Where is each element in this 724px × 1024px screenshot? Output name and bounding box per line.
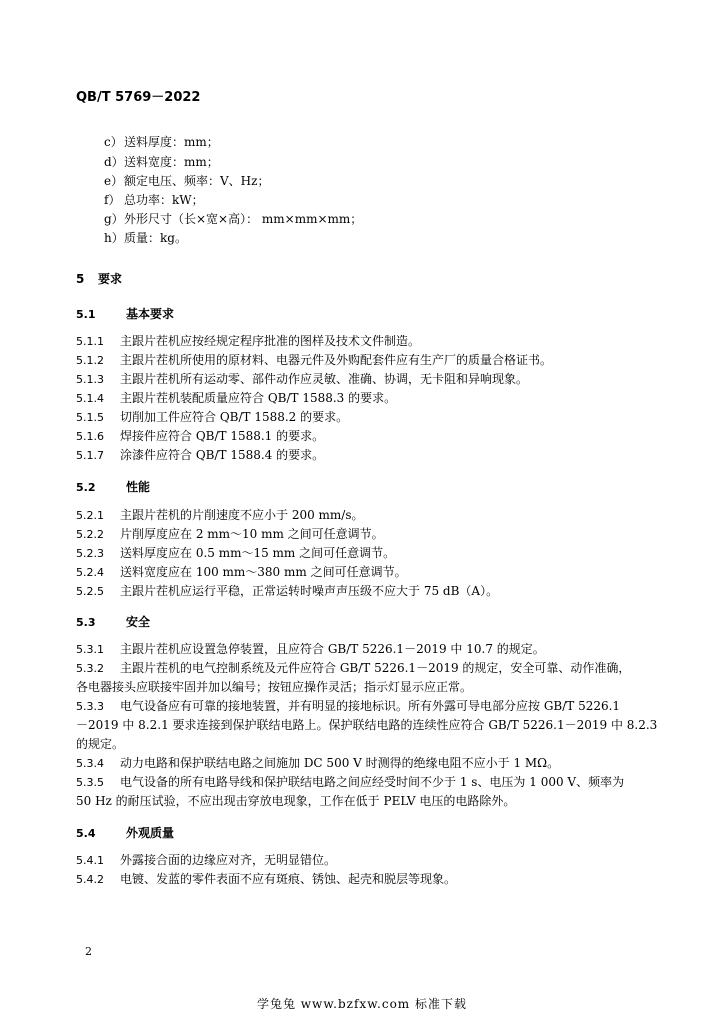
clause-number: 5.3.5 <box>76 776 104 789</box>
clause <box>76 774 624 791</box>
clause-text: 外露接合面的边缘应对齐，无明显错位。 <box>120 853 337 867</box>
clause-text: 动力电路和保护联结电路之间施加 DC 500 V 时测得的绝缘电阻不应小于 1 MΩ。 <box>120 756 560 770</box>
clause-text: 送料宽度应在 100 mm～380 mm 之间可任意调节。 <box>120 565 407 579</box>
clause-number: 5.1.1 <box>76 335 104 348</box>
list-item-text: 额定电压、频率：V、Hz； <box>124 174 270 188</box>
clause-number: 5.1.7 <box>76 449 104 462</box>
list-item-text: 质量：kg。 <box>124 231 187 245</box>
clause <box>76 428 324 445</box>
clause-number: 5.2.2 <box>76 528 104 541</box>
list-item-text: 外形尺寸（长×宽×高）： mm×mm×mm； <box>124 212 363 226</box>
subsection-number: 5.3 <box>76 616 96 629</box>
list-item-text: 送料宽度：mm； <box>124 155 219 169</box>
clause-continuation: －2019 中 8.2.1 要求连接到保护联结电路上。保护联结电路的连续性应符合 GB/T 5226.1－2019 中 8.2.3 <box>76 718 658 732</box>
list-item-label: c） <box>104 135 123 149</box>
page-number: 2 <box>85 945 92 958</box>
section-title: 要求 <box>98 272 123 286</box>
clause-text: 主跟片茬机所有运动零、部件动作应灵敏、准确、协调，无卡阻和异响现象。 <box>120 372 529 386</box>
list-item-label: g） <box>104 212 124 226</box>
subsection-heading <box>76 824 174 841</box>
clause <box>76 409 348 426</box>
subsection-title: 性能 <box>126 480 151 494</box>
clause <box>76 526 384 543</box>
clause-number: 5.2.5 <box>76 585 104 598</box>
clause <box>76 583 498 600</box>
clause <box>76 698 620 715</box>
list-item <box>104 230 187 246</box>
clause-number: 5.3.4 <box>76 757 104 770</box>
clause <box>76 852 336 869</box>
clause-text-line: 电气设备的所有电路导线和保护联结电路之间应经受时间不少于 1 s、电压为 1 000 V、频率为 <box>120 775 625 789</box>
clause-number: 5.1.6 <box>76 430 104 443</box>
list-item-label: d） <box>104 155 124 169</box>
clause <box>76 390 396 407</box>
section-number: 5 <box>76 272 85 286</box>
clause-number: 5.3.1 <box>76 643 104 656</box>
list-item-label: e） <box>104 174 124 188</box>
section-heading <box>76 270 122 287</box>
clause-continuation: 50 Hz 的耐压试验，不应出现击穿放电现象，工作在低于 PELV 电压的电路除外。 <box>76 794 516 808</box>
clause-number: 5.1.2 <box>76 354 104 367</box>
subsection-number: 5.1 <box>76 308 96 321</box>
list-item <box>104 154 219 170</box>
clause <box>76 755 559 772</box>
clause-text: 主跟片茬机应按经规定程序批准的图样及技术文件制造。 <box>120 334 421 348</box>
clause-continuation: 的规定。 <box>76 737 125 751</box>
subsection-title: 外观质量 <box>126 826 175 840</box>
clause-text: 主跟片茬机应设置急停装置，且应符合 GB/T 5226.1－2019 中 10.7 的规定。 <box>120 642 545 656</box>
clause <box>76 660 630 677</box>
clause-text: 片削厚度应在 2 mm～10 mm 之间可任意调节。 <box>120 527 384 541</box>
clause-number: 5.2.1 <box>76 509 104 522</box>
subsection-number: 5.2 <box>76 481 96 494</box>
clause-text-line: 电气设备应有可靠的接地装置，并有明显的接地标识。所有外露可导电部分应按 GB/T 5226.1 <box>120 699 621 713</box>
clause-number: 5.4.1 <box>76 854 104 867</box>
clause-text: 主跟片茬机装配质量应符合 QB/T 1588.3 的要求。 <box>120 391 397 405</box>
clause <box>76 564 407 581</box>
clause-text: 电镀、发蓝的零件表面不应有斑痕、锈蚀、起壳和脱层等现象。 <box>120 872 457 886</box>
subsection-title: 基本要求 <box>126 307 175 321</box>
list-item <box>104 134 219 150</box>
list-item <box>104 211 362 227</box>
list-item-label: h） <box>104 231 124 245</box>
clause-text-line: 主跟片茬机的电气控制系统及元件应符合 GB/T 5226.1－2019 的规定，安全可靠、动作准确， <box>120 661 631 675</box>
clause-continuation: 各电器接头应联接牢固并加以编号；按钮应操作灵活；指示灯显示应正常。 <box>76 680 473 694</box>
clause-number: 5.4.2 <box>76 873 104 886</box>
list-item-label: f） <box>104 193 121 207</box>
clause <box>76 371 528 388</box>
subsection-heading <box>76 613 150 630</box>
clause-text: 焊接件应符合 QB/T 1588.1 的要求。 <box>120 429 325 443</box>
clause <box>76 352 552 369</box>
clause-text: 切削加工件应符合 QB/T 1588.2 的要求。 <box>120 410 349 424</box>
clause <box>76 545 395 562</box>
list-item-text: 总功率：kW； <box>124 193 204 207</box>
clause-text: 主跟片茬机所使用的原材料、电器元件及外购配套件应有生产厂的质量合格证书。 <box>120 353 553 367</box>
clause-number: 5.2.4 <box>76 566 104 579</box>
clause <box>76 447 324 464</box>
clause-number: 5.1.5 <box>76 411 104 424</box>
clause-number: 5.3.3 <box>76 700 104 713</box>
clause-text: 涂漆件应符合 QB/T 1588.4 的要求。 <box>120 448 325 462</box>
subsection-number: 5.4 <box>76 827 96 840</box>
list-item <box>104 192 204 208</box>
clause-number: 5.2.3 <box>76 547 104 560</box>
subsection-heading <box>76 478 150 495</box>
footer-watermark: 学兔兔 www.bzfxw.com 标准下载 <box>256 997 468 1011</box>
list-item-text: 送料厚度：mm； <box>124 135 219 149</box>
clause-text: 主跟片茬机的片削速度不应小于 200 mm/s。 <box>120 508 364 522</box>
list-item <box>104 173 269 189</box>
clause-number: 5.1.3 <box>76 373 104 386</box>
standard-code-header: QB/T 5769－2022 <box>76 90 201 105</box>
clause-number: 5.1.4 <box>76 392 104 405</box>
clause-text: 送料厚度应在 0.5 mm～15 mm 之间可任意调节。 <box>120 546 396 560</box>
clause-text: 主跟片茬机应运行平稳，正常运转时噪声声压级不应大于 75 dB（A）。 <box>120 584 499 598</box>
clause <box>76 333 420 350</box>
clause <box>76 641 545 658</box>
subsection-heading <box>76 305 174 322</box>
subsection-title: 安全 <box>126 615 151 629</box>
clause-number: 5.3.2 <box>76 662 104 675</box>
clause <box>76 507 364 524</box>
clause <box>76 871 456 888</box>
